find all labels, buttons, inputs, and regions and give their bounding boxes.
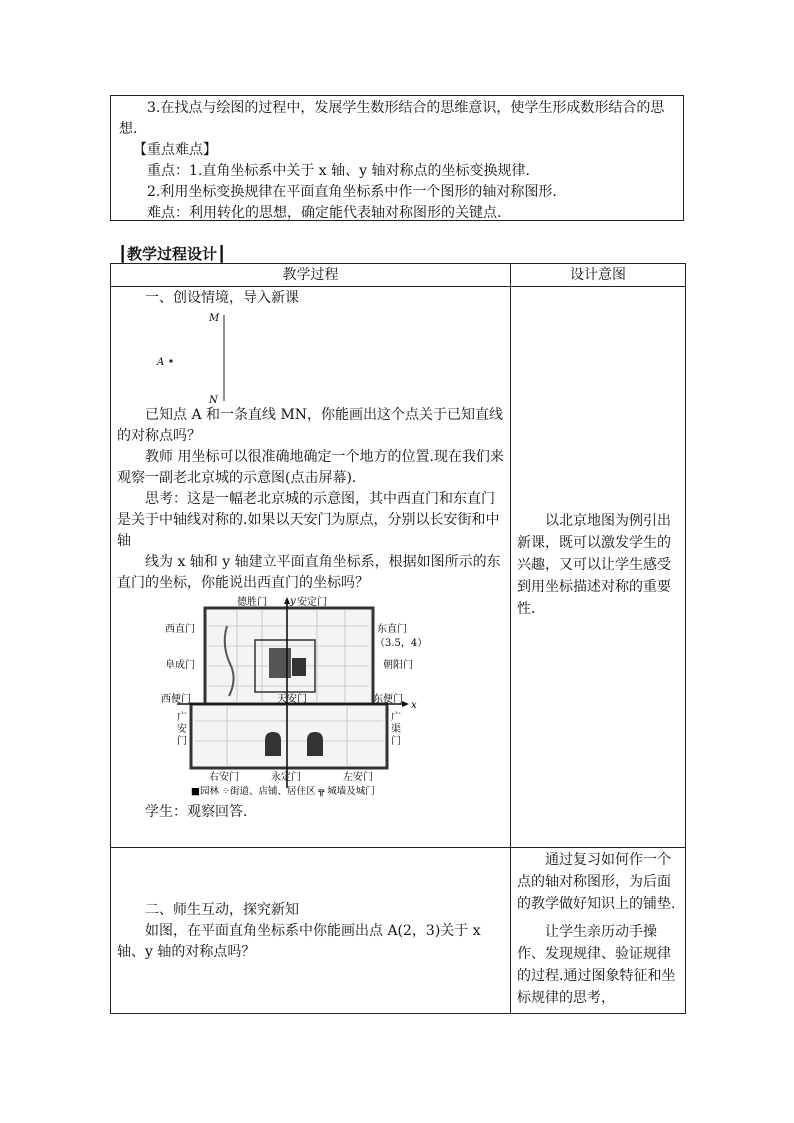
gate-desheng: 德胜门 (237, 597, 267, 608)
park-west (265, 732, 281, 756)
row2-para1: 如图，在平面直角坐标系中你能画出点 A(2，3)关于 x 轴、y 轴的对称点吗？ (117, 923, 481, 960)
row1-intent-cell (511, 510, 685, 620)
key-points-heading: 【重点难点】 (133, 142, 217, 158)
row2-heading: 二、师生互动，探究新知 (145, 902, 299, 918)
row2-intent-1: 通过复习如何作一个点的轴对称图形，为后面的教学做好知识上的铺垫. (517, 852, 676, 912)
y-axis-label: y (290, 596, 296, 607)
gate-chaoyang: 朝阳门 (383, 660, 413, 671)
dongzhi-coordinate: （3.5，4） (375, 638, 428, 649)
label-a: A (157, 357, 165, 368)
point-line-figure (147, 309, 267, 405)
gate-dongbian: 东便门 (373, 694, 403, 705)
gate-xizhi: 西直门 (165, 624, 195, 635)
palace-block-2 (292, 658, 306, 676)
process-table (110, 263, 686, 1014)
key-point-1: 重点：1.直角坐标系中关于 x 轴、y 轴对称点的坐标变换规律. (147, 163, 530, 179)
gate-guangqu-3: 门 (391, 736, 401, 747)
gate-youan: 右安门 (209, 772, 239, 783)
section-title: ┃教学过程设计┃ (118, 245, 227, 263)
row1-para1: 已知点 A 和一条直线 MN，你能画出这个点关于已知直线的对称点吗？ (117, 407, 504, 444)
gate-guangan-1: 广 (177, 712, 187, 723)
park-east (307, 732, 323, 756)
objectives-box (110, 95, 684, 221)
gate-xibian: 西便门 (161, 694, 191, 705)
gate-anding: 安定门 (297, 597, 327, 608)
gate-guangqu-1: 广 (391, 712, 401, 723)
outer-city-wall (191, 704, 387, 768)
map-legend: ■园林 ⁘街道、店铺、居住区 ╦ 城墙及城门 (191, 786, 375, 797)
objective-3: 3.在找点与绘图的过程中，发展学生数形结合的思维意识，使学生形成数形结合的思想. (119, 100, 665, 137)
header-intent: 设计意图 (570, 267, 626, 283)
row1-process-cell (111, 287, 510, 847)
row1-para5: 学生：观察回答. (145, 804, 248, 820)
row2-intent-cell (511, 849, 685, 1009)
gate-zuoan: 左安门 (343, 772, 373, 783)
beijing-map (147, 596, 447, 800)
x-axis-label: x (411, 700, 417, 711)
gate-tiananmen: 天安门 (277, 694, 307, 705)
label-m: M (209, 313, 220, 324)
gate-yongding: 永定门 (271, 772, 301, 783)
gate-dongzhi: 东直门 (377, 624, 407, 635)
difficulty: 难点：利用转化的思想，确定能代表轴对称图形的关键点. (147, 205, 502, 221)
row1-para2: 教师 用坐标可以很准确地确定一个地方的位置.现在我们来观察一副老北京城的示意图(点击屏幕). (117, 449, 504, 486)
key-point-2: 2.利用坐标变换规律在平面直角坐标系中作一个图形的轴对称图形. (147, 184, 557, 200)
row1-para3: 思考：这是一幅老北京城的示意图，其中西直门和东直门是关于中轴线对称的.如果以天安门为原点，分别以长安街和中轴 (117, 491, 500, 549)
row2-intent-2: 让学生亲历动手操作、发现规律、验证规律的过程.通过图象特征和坐标规律的思考， (517, 924, 676, 1006)
gate-guangan-2: 安 (177, 724, 187, 735)
row1-intent: 以北京地图为例引出新课，既可以激发学生的兴趣，又可以让学生感受到用坐标描述对称的重要性. (517, 513, 671, 617)
gate-fucheng: 阜成门 (165, 660, 195, 671)
x-arrow (402, 701, 409, 707)
row-divider (111, 847, 685, 848)
point-a (169, 359, 172, 362)
gate-guangqu-2: 渠 (391, 724, 401, 735)
label-n: N (209, 395, 218, 405)
row1-para4: 线为 x 轴和 y 轴建立平面直角坐标系，根据如图所示的东直门的坐标，你能说出西直门的坐标吗？ (117, 554, 501, 591)
row1-heading: 一、创设情境，导入新课 (145, 290, 299, 306)
row2-process-cell (111, 900, 510, 963)
gate-guangan-3: 门 (177, 736, 187, 747)
header-process: 教学过程 (282, 267, 339, 283)
